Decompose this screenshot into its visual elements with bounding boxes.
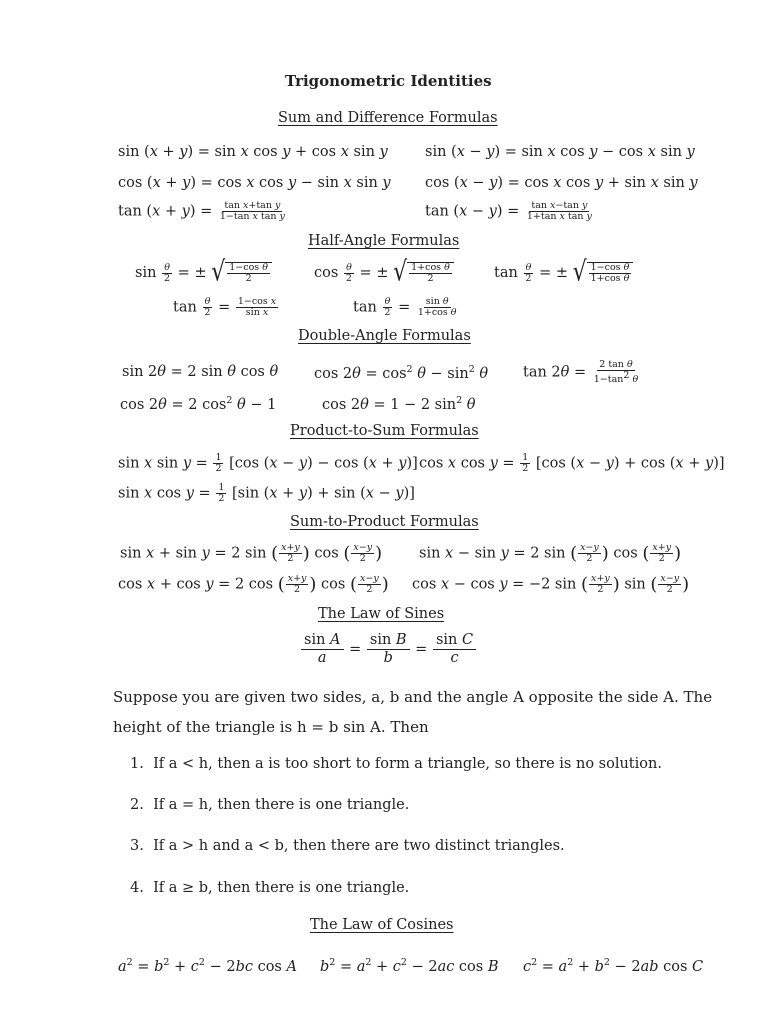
formula-sin-sum-product: sin x + sin y = 2 sin ( $\frac{x+y}{2}$ ) cos ( $\frac{x-y}{2}$ ) (120, 542, 383, 564)
formula-law-of-sines: $\frac{\text{sin A}}{a}$ = $\frac{\text{sin B}}{b}$ = $\frac{\text{sin C}}{c}$ (300, 632, 477, 667)
formula-cos-double-2: cos 2θ = 2 $\cos^2 \theta - 1$ (120, 395, 277, 413)
formula-cos-cos-product: cos x cos y = $\frac{1}{2}$ [cos (x − y) + cos (x + y)] (419, 452, 725, 474)
heading-sum-difference: Sum and Difference Formulas (278, 110, 498, 126)
formula-cos-double-3: cos 2θ = 1 − 2 $\sin^2 \theta$ (322, 395, 476, 413)
page-title: Trigonometric Identities (285, 72, 492, 90)
formula-cosine-b: $b^2 = a^2 + c^2 - 2ac$ cos B (320, 957, 499, 975)
formula-tan-half-2: tan $\frac{\theta}{2}$ = $\frac{\text{sin θ}}{\text{1+cos θ}}$ (353, 296, 457, 318)
formula-sin-half: sin $\frac{\theta}{2}$ = ± √ $\frac{\text{1−cos θ}}{2}$ (135, 262, 272, 284)
list-item: 3. If a > h and a < b, then there are two distinct triangles. (130, 838, 565, 854)
heading-law-of-cosines: The Law of Cosines (310, 917, 454, 933)
heading-law-of-sines: The Law of Sines (318, 606, 445, 622)
formula-sin-double: sin 2θ = 2 sin θ cos θ (122, 364, 279, 380)
list-item-text: If a < h, then a is too short to form a triangle, so there is no solution. (153, 756, 662, 772)
formula-sin-diff: sin (x − y) = sin x cos y − cos x sin y (425, 144, 695, 160)
paragraph-line-2: height of the triangle is h = b sin A. Then (113, 718, 429, 736)
formula-cos-sum: cos (x + y) = cos x cos y − sin x sin y (118, 175, 391, 191)
formula-sin-sin-product: sin x sin y = $\frac{1}{2}$ [cos (x − y) − cos (x + y)] (118, 452, 418, 474)
list-item-text: If a > h and a < b, then there are two distinct triangles. (153, 838, 565, 854)
formula-cos-sum-product: cos x + cos y = 2 cos ( $\frac{x+y}{2}$ ) cos ( $\frac{x-y}{2}$ ) (118, 573, 389, 595)
formula-cosine-a: $a^2 = b^2 + c^2 - 2bc$ cos A (118, 957, 297, 975)
formula-tan-diff: tan (x − y) = $\frac{\text{tan x−tan y}}{\text{1+tan x tan y}}$ (425, 200, 592, 222)
formula-tan-half-1: tan $\frac{\theta}{2}$ = $\frac{\text{1−cos x}}{\text{sin x}}$ (173, 296, 277, 318)
formula-tan-double: tan 2θ = $\frac{\text{2 tan θ}}{1-\tan^2 \theta}$ (523, 359, 639, 386)
formula-sin-sum: sin (x + y) = sin x cos y + cos x sin y (118, 144, 388, 160)
formula-tan-sum: tan (x + y) = $\frac{\text{tan x+tan y}}{\text{1−tan x tan y}}$ (118, 200, 285, 222)
heading-sum-to-product: Sum-to-Product Formulas (290, 514, 479, 530)
heading-product-to-sum: Product-to-Sum Formulas (290, 423, 479, 439)
formula-cos-diff-product: cos x − cos y = −2 sin ( $\frac{x+y}{2}$ ) sin ( $\frac{x-y}{2}$ ) (412, 573, 690, 595)
formula-tan-half-sqrt: tan $\frac{\theta}{2}$ = ± √ $\frac{\text{1−cos θ}}{\text{1+cos θ}}$ (494, 262, 633, 284)
formula-cos-double-1: $\cos 2\theta = \cos^2 \theta - \sin^2 \theta$ (314, 364, 489, 382)
formula-cosine-c: $c^2 = a^2 + b^2 - 2ab$ cos C (523, 957, 704, 975)
formula-sin-cos-product: sin x cos y = $\frac{1}{2}$ [sin (x + y) + sin (x − y)] (118, 482, 415, 504)
list-item-text: If a ≥ b, then there is one triangle. (153, 880, 410, 896)
paragraph-line-1: Suppose you are given two sides, a, b and the angle A opposite the side A. The (113, 688, 713, 706)
formula-cos-diff: cos (x − y) = cos x cos y + sin x sin y (425, 175, 698, 191)
list-item: 1. If a < h, then a is too short to form a triangle, so there is no solution. (130, 756, 662, 772)
list-item: 2. If a = h, then there is one triangle. (130, 797, 410, 813)
heading-double-angle: Double-Angle Formulas (298, 328, 471, 344)
list-item: 4. If a ≥ b, then there is one triangle. (130, 880, 410, 896)
heading-half-angle: Half-Angle Formulas (308, 233, 460, 249)
list-item-text: If a = h, then there is one triangle. (153, 797, 410, 813)
formula-cos-half: cos $\frac{\theta}{2}$ = ± √ $\frac{\text{1+cos θ}}{2}$ (314, 262, 454, 284)
formula-sin-diff-product: sin x − sin y = 2 sin ( $\frac{x-y}{2}$ ) cos ( $\frac{x+y}{2}$ ) (419, 542, 682, 564)
